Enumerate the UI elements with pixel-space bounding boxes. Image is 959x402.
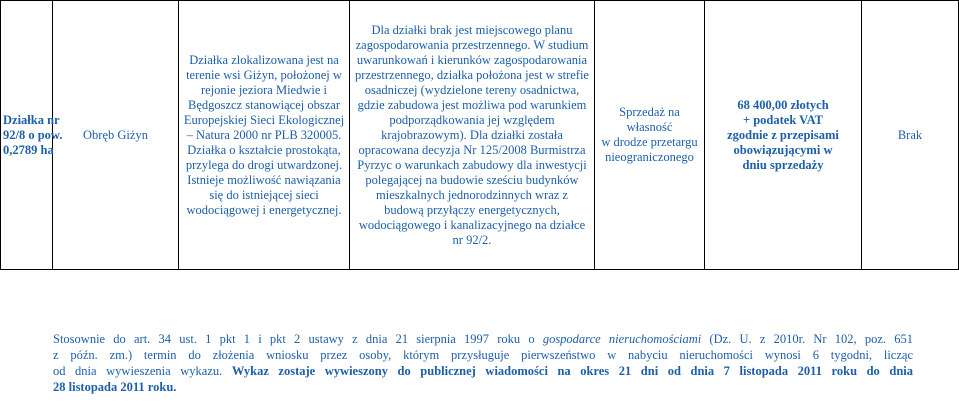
planning-line: opracowana decyzja Nr 125/2008 Burmistrza — [358, 142, 586, 157]
price-cell — [705, 1, 862, 270]
description-line: Europejskiej Sieci Ekologicznej — [183, 112, 345, 127]
plot-line: Działka nr — [3, 112, 60, 127]
planning-line: Pyrzyc o warunkach zabudowy dla inwestycji — [357, 157, 587, 172]
precinct-cell — [53, 1, 179, 270]
notice-italic-text: gospodarce nieruchomościami — [542, 332, 702, 346]
planning-line: przestrzennego, działka położona jest w strefie — [355, 67, 589, 82]
description-line: się do istniejącej sieci — [209, 187, 319, 202]
price-line: obowiązującymi w — [733, 142, 833, 157]
description-cell — [179, 1, 350, 270]
price-line: 68 400,00 złotych — [737, 97, 829, 112]
planning-line: mieszkalnych jednorodzinnych wraz z — [376, 187, 568, 202]
plot-line: 92/8 o pow. — [3, 127, 63, 142]
sale-line: Sprzedaż na — [619, 105, 680, 119]
description-line: terenie wsi Giżyn, położonej w — [186, 67, 342, 82]
legal-notice — [53, 331, 913, 395]
notice-text: od dnia wywieszenia wykazu. — [53, 364, 232, 378]
description-line: Istnieje możliwość nawiązania — [187, 172, 341, 187]
planning-line: podporządkowania jej względem — [389, 112, 555, 127]
description-line: Działka zlokalizowana jest na — [189, 52, 339, 67]
sale-method-cell — [595, 1, 705, 270]
encumbrance-text: Brak — [897, 127, 923, 142]
planning-line: osadniczej (wydzielone tereny osadnictwa, — [364, 82, 580, 97]
sale-line: w drodze przetargu — [601, 135, 698, 149]
planning-line: krajobrazowym). Dla działki została — [381, 127, 563, 142]
price-line: + podatek VAT — [742, 112, 824, 127]
planning-line: gdzie zabudowa jest możliwa pod warunkiem — [357, 97, 587, 112]
planning-status-cell — [350, 1, 595, 270]
description-line: Będgoszcz stanowiącej obszar — [187, 97, 341, 112]
notice-text: Stosownie do art. 34 ust. 1 pkt 1 i pkt 2 ustawy z dnia 21 sierpnia 1997 roku o — [53, 332, 543, 346]
notice-bold-text: 28 listopada 2011 roku. — [53, 380, 177, 394]
planning-line: zagospodarowania przestrzennego. W studium — [355, 37, 589, 52]
table-row — [1, 1, 959, 270]
notice-text: (Dz. U. z 2010r. Nr 102, poz. 651 — [701, 332, 913, 346]
description-line: Działka o kształcie prostokąta, — [187, 142, 341, 157]
notice-line-2: z późn. zm.) termin do złożenia wniosku przez osoby, którym przysługuje pierwszeństwo w nabyciu nieruchomości wynosi 6 tygodni, licząc — [53, 348, 913, 362]
precinct-text: Obręb Giżyn — [83, 127, 148, 142]
planning-line: uwarunkowań i kierunków zagospodarowania — [356, 52, 588, 67]
description-line: wodociągowej i energetycznej. — [186, 202, 342, 217]
planning-line: Dla działki brak jest miejscowego planu — [371, 22, 573, 37]
sale-line: własność — [626, 120, 673, 134]
plot-line: 0,2789 ha — [3, 142, 54, 157]
notice-line-3 — [53, 363, 913, 379]
notice-line-1 — [53, 331, 913, 347]
notice-line-4 — [53, 379, 913, 395]
planning-line: nr 92/2. — [452, 232, 492, 247]
price-line: zgodnie z przepisami — [727, 127, 839, 142]
planning-line: budową przyłączy energetycznych, — [384, 202, 560, 217]
description-line: – Natura 2000 nr PLB 320005. — [186, 127, 342, 142]
encumbrance-cell — [862, 1, 959, 270]
description-line: rejonie jeziora Miedwie i — [201, 82, 327, 97]
plot-number-cell — [1, 1, 63, 270]
sale-line: nieograniczonego — [605, 150, 694, 164]
description-line: przylega do drogi utwardzonej. — [185, 157, 343, 172]
price-line: dniu sprzedaży — [742, 157, 824, 172]
planning-line: wodociągowego i kanalizacyjnego na działce — [358, 217, 586, 232]
notice-bold-text: Wykaz zostaje wywieszony do publicznej wiadomości na okres 21 dni od dnia 7 listopada 2011 roku do dnia — [231, 364, 913, 378]
planning-line: polegającej na budowie sześciu budynków — [365, 172, 579, 187]
